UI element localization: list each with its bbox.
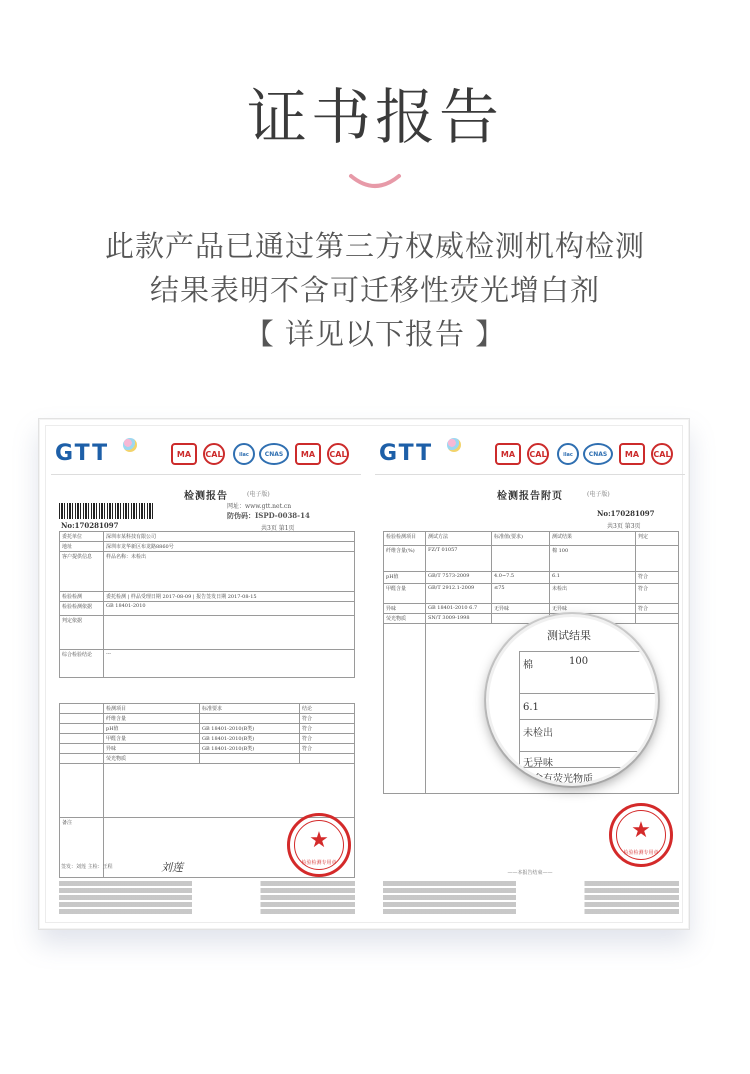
cotton-label: 棉 <box>523 660 533 671</box>
footer-line <box>383 909 679 914</box>
cell: 符合 <box>300 714 355 724</box>
cell: 未检出 <box>550 584 636 604</box>
gtt-flower-icon <box>123 438 137 452</box>
cell: 委托检测 | 样品受理日期 2017-08-09 | 报告签发日期 2017-08-15 <box>104 592 355 602</box>
cell <box>300 754 355 764</box>
cell: 测试方法 <box>426 532 492 546</box>
table-row <box>60 616 355 650</box>
cell: 委托单位 <box>60 532 104 542</box>
cell: --- <box>104 650 355 678</box>
cell: GB 18401-2010(B类) <box>200 734 300 744</box>
cell: SN/T 3009-1998 <box>426 614 492 624</box>
report-sheet-main <box>51 431 361 911</box>
table-row <box>384 572 679 584</box>
stamp-star-icon: ★ <box>631 818 651 843</box>
cell: 样品名称：未检出 <box>104 552 355 592</box>
cell <box>384 624 426 794</box>
report-title: 检测报告 <box>184 491 228 502</box>
table-row <box>60 734 355 744</box>
description-line-3: 【 详见以下报告 】 <box>244 317 506 351</box>
cma-badge-icon: MA <box>495 443 521 465</box>
signature: 刘莲 <box>161 861 183 874</box>
cell: 检验检测 <box>60 592 104 602</box>
magnifier-content <box>489 617 658 786</box>
cell: GB 18401-2010 6.7 <box>426 604 492 614</box>
cell <box>60 734 104 744</box>
cell: 备注 <box>60 818 104 878</box>
magnifier-row-ph <box>519 693 658 719</box>
cell: 检测项目 <box>104 704 200 714</box>
cell: 6.1 <box>550 572 636 584</box>
cell: 标准要求 <box>200 704 300 714</box>
description-line-2: 结果表明不含可迁移性荧光增白剂 <box>149 273 600 307</box>
cell: 荧光物质 <box>384 614 426 624</box>
fluorescent-value: 不含有荧光物质 <box>523 774 593 785</box>
table-row <box>60 704 355 714</box>
cell: 判定依据 <box>60 616 104 650</box>
footer-line <box>59 902 355 907</box>
report-website: 网址：www.gtt.net.cn <box>227 503 292 510</box>
table-row <box>384 604 679 614</box>
report-footer <box>383 881 679 916</box>
gtt-logo: GTT <box>55 441 110 466</box>
report-end-mark: ——本报告结束—— <box>507 870 553 876</box>
official-stamp-icon <box>609 803 673 867</box>
cell: GB 18401-2010 <box>104 602 355 616</box>
cell: GB 18401-2010(B类) <box>200 724 300 734</box>
cell: 异味 <box>104 744 200 754</box>
cell: 综合检验结论 <box>60 650 104 678</box>
cell <box>60 724 104 734</box>
appendix-subtitle: (电子版) <box>587 491 610 498</box>
gtt-logo: GTT <box>379 441 434 466</box>
cell <box>60 714 104 724</box>
cma-badge-2-icon: MA <box>619 443 645 465</box>
official-stamp-icon <box>287 813 351 877</box>
appendix-page: 共3页 第3页 <box>607 523 641 530</box>
cell: pH值 <box>384 572 426 584</box>
cell: ≤75 <box>492 584 550 604</box>
ilac-badge-icon: ilac <box>233 443 255 465</box>
report-page: 共3页 第1页 <box>261 525 295 532</box>
cnas-badge-icon: CNAS <box>583 443 613 465</box>
footer-line <box>59 888 355 893</box>
stamp-label: 检验检测专用章 <box>623 850 659 856</box>
table-row <box>60 744 355 754</box>
cell <box>636 546 679 572</box>
footer-line <box>383 902 679 907</box>
report-serial: No:170281097 <box>61 521 119 530</box>
barcode-icon <box>59 503 155 519</box>
report-subtitle: (电子版) <box>247 491 270 498</box>
cell: 异味 <box>384 604 426 614</box>
table-row <box>60 650 355 678</box>
cell: 符合 <box>300 744 355 754</box>
gtt-flower-icon <box>447 438 461 452</box>
cell: 纤维含量(%) <box>384 546 426 572</box>
cell: GB 18401-2010(B类) <box>200 744 300 754</box>
cell: 符合 <box>636 584 679 604</box>
table-row <box>384 546 679 572</box>
cell: 无异味 <box>550 604 636 614</box>
cell: 深圳市某科技有限公司 <box>104 532 355 542</box>
table-row <box>60 764 355 818</box>
logo-row <box>375 435 685 475</box>
odor-value: 无异味 <box>523 758 553 769</box>
cell <box>60 754 104 764</box>
cell: 符合 <box>636 572 679 584</box>
table-row <box>60 714 355 724</box>
cell <box>104 764 355 818</box>
cell: 客户提供信息 <box>60 552 104 592</box>
table-row <box>384 532 679 546</box>
footer-line <box>383 888 679 893</box>
footer-line <box>59 895 355 900</box>
cell: 甲醛含量 <box>104 734 200 744</box>
footer-line <box>383 881 679 886</box>
cell: 结论 <box>300 704 355 714</box>
cma-badge-2-icon: MA <box>295 443 321 465</box>
header <box>0 0 750 400</box>
footer-line <box>59 881 355 886</box>
appendix-serial: No:170281097 <box>597 509 655 518</box>
magnifier-row-formaldehyde <box>519 719 658 751</box>
cell <box>104 616 355 650</box>
table-row <box>60 542 355 552</box>
cell <box>200 754 300 764</box>
cell: 测试结果 <box>550 532 636 546</box>
cell: 符合 <box>300 734 355 744</box>
table-row <box>60 592 355 602</box>
cell: GB/T 7573-2009 <box>426 572 492 584</box>
description-line-1: 此款产品已通过第三方权威检测机构检测 <box>104 229 645 263</box>
cell: 检验检测项目 <box>384 532 426 546</box>
ph-value: 6.1 <box>523 702 539 713</box>
signature-caption: 签发：刘莲 主检：王程 <box>61 864 113 870</box>
cell: GB/T 2912.1-2009 <box>426 584 492 604</box>
magnifier-row-odor <box>519 751 658 767</box>
cal-badge-icon: CAL <box>203 443 225 465</box>
cell: 深圳市龙华新区布龙路8860号 <box>104 542 355 552</box>
cal-badge-icon: CAL <box>527 443 549 465</box>
magnifier-row-cotton <box>519 651 658 693</box>
footer-line <box>383 895 679 900</box>
table-row <box>60 532 355 542</box>
magnifier-zoom <box>486 614 658 786</box>
table-row <box>60 754 355 764</box>
cell: 4.0~7.5 <box>492 572 550 584</box>
stamp-label: 检验检测专用章 <box>301 860 337 866</box>
stamp-star-icon: ★ <box>309 828 329 853</box>
logo-row <box>51 435 361 475</box>
cell <box>60 744 104 754</box>
ilac-badge-icon: ilac <box>557 443 579 465</box>
cell: 甲醛含量 <box>384 584 426 604</box>
cal-badge-2-icon: CAL <box>651 443 673 465</box>
cotton-value: 100 <box>569 656 589 667</box>
cell: FZ/T 01057 <box>426 546 492 572</box>
cell: 符合 <box>300 724 355 734</box>
cell: 标准值(要求) <box>492 532 550 546</box>
report-anti-fake-code: 防伪码：ISPD-0038-14 <box>227 511 310 520</box>
cell: 符合 <box>636 604 679 614</box>
cell: 判定 <box>636 532 679 546</box>
appendix-title: 检测报告附页 <box>497 491 563 502</box>
cell: 纤维含量 <box>104 714 200 724</box>
cnas-badge-icon: CNAS <box>259 443 289 465</box>
table-row <box>384 584 679 604</box>
report-footer <box>59 881 355 916</box>
cell: 荧光物质 <box>104 754 200 764</box>
cell: 地址 <box>60 542 104 552</box>
footer-line <box>59 909 355 914</box>
table-row <box>60 552 355 592</box>
cma-badge-icon: MA <box>171 443 197 465</box>
cell: 棉 100 <box>550 546 636 572</box>
cell <box>60 764 104 818</box>
cell: 检验检测依据 <box>60 602 104 616</box>
cell <box>492 546 550 572</box>
smile-divider-icon <box>345 170 405 194</box>
cell: pH值 <box>104 724 200 734</box>
cell: 无异味 <box>492 604 550 614</box>
table-row <box>60 602 355 616</box>
report-info-table <box>59 531 355 678</box>
cal-badge-2-icon: CAL <box>327 443 349 465</box>
magnifier-heading: 测试结果 <box>547 629 591 642</box>
formaldehyde-value: 未检出 <box>523 728 553 739</box>
table-row <box>60 724 355 734</box>
cell <box>200 714 300 724</box>
cell <box>60 704 104 714</box>
page-title: 证书报告 <box>247 83 503 153</box>
